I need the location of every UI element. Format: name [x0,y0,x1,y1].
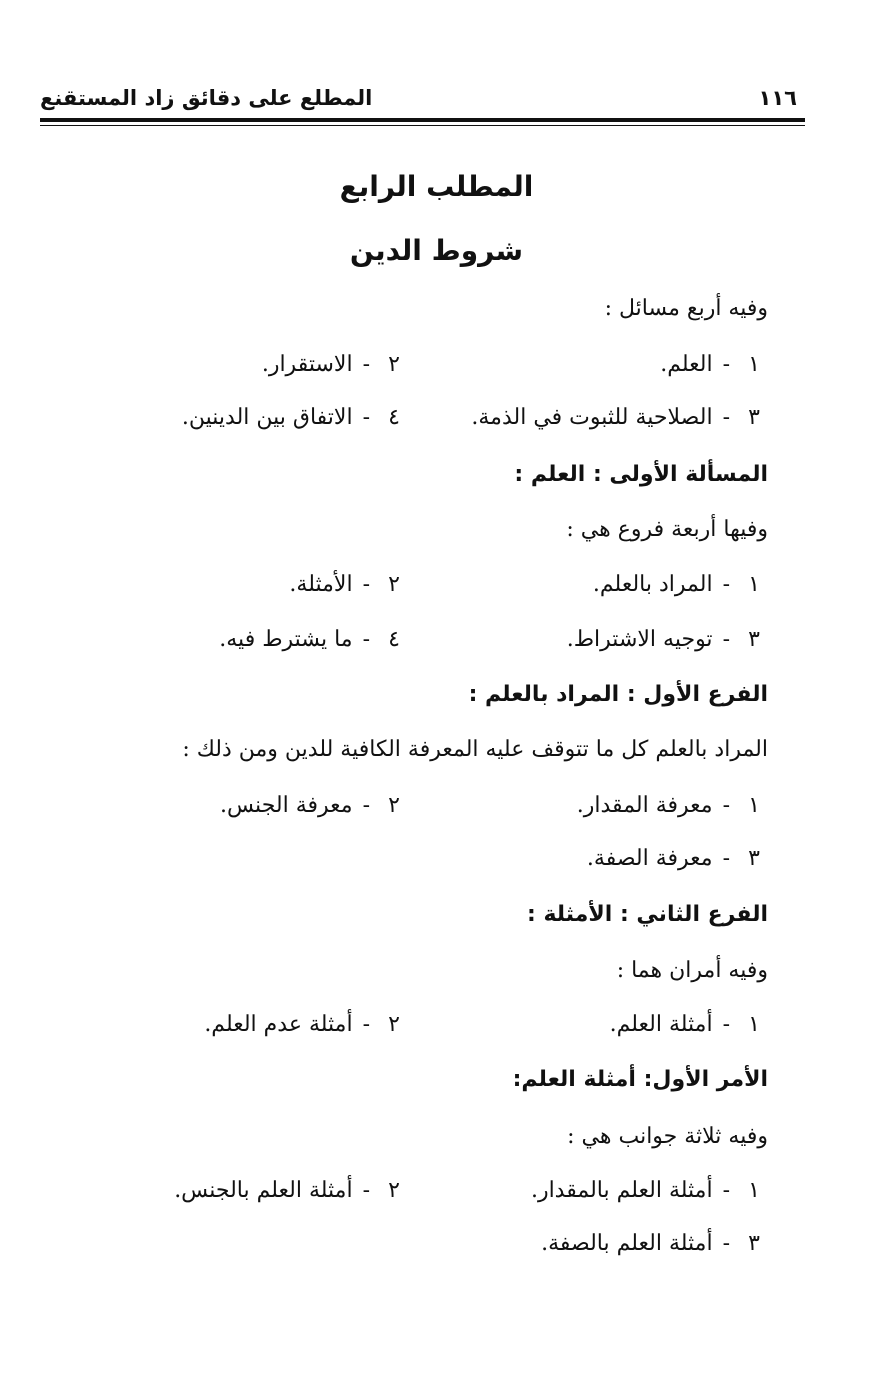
list-number: ٣ [748,1231,760,1256]
list-item: ٤-الاتفاق بين الدينين. [182,405,408,430]
list-number: ٣ [748,627,760,652]
list-item: ٢-معرفة الجنس. [220,793,408,818]
list-text: معرفة الجنس. [220,793,353,818]
list-number: ٣ [748,405,760,430]
list-text: أمثلة العلم بالجنس. [174,1178,353,1203]
header-rule-thin [40,125,805,126]
list-item: ٢-الاستقرار. [262,352,408,377]
intro-text: وفيه أمران هما : [616,958,768,983]
paragraph: المراد بالعلم كل ما تتوقف عليه المعرفة الكافية للدين ومن ذلك : [182,737,768,762]
list-item: ١-المراد بالعلم. [593,572,768,597]
list-text: الأمثلة. [289,572,353,597]
list-number: ٢ [388,1012,400,1037]
subheading: الأمر الأول: أمثلة العلم: [512,1067,768,1092]
list-number: ١ [748,572,760,597]
list-text: أمثلة عدم العلم. [204,1012,353,1037]
list-text: المراد بالعلم. [592,572,713,597]
list-text: معرفة المقدار. [576,793,713,818]
list-text: العلم. [660,352,713,377]
list-number: ١ [748,1178,760,1203]
list-number: ٤ [388,405,400,430]
list-text: الاستقرار. [261,352,353,377]
list-text: معرفة الصفة. [586,846,713,871]
list-item: ٣-معرفة الصفة. [587,846,768,871]
running-header-title: المطلع على دقائق زاد المستقنع [40,86,373,110]
list-item: ١-أمثلة العلم بالمقدار. [531,1178,768,1203]
list-text: ما يشترط فيه. [219,627,353,652]
section-title: شروط الدين [349,234,524,267]
list-item: ١-العلم. [660,352,768,377]
intro-text: وفيه أربع مسائل : [604,296,768,321]
list-item: ٢-أمثلة العلم بالجنس. [174,1178,408,1203]
list-item: ٣-أمثلة العلم بالصفة. [541,1231,768,1256]
list-item: ٢-أمثلة عدم العلم. [204,1012,408,1037]
subheading: الفرع الثاني : الأمثلة : [527,902,768,927]
list-number: ٤ [388,627,400,652]
subheading: الفرع الأول : المراد بالعلم : [468,682,768,707]
header-rule-thick [40,118,805,122]
list-number: ٢ [388,352,400,377]
intro-text: وفيها أربعة فروع هي : [566,517,768,542]
list-item: ٣-توجيه الاشتراط. [567,627,768,652]
list-number: ٢ [388,793,400,818]
subheading: المسألة الأولى : العلم : [514,462,768,487]
list-text: أمثلة العلم. [609,1012,713,1037]
list-text: الصلاحية للثبوت في الذمة. [471,405,713,430]
list-number: ١ [748,352,760,377]
list-item: ٣-الصلاحية للثبوت في الذمة. [471,405,768,430]
list-text: توجيه الاشتراط. [566,627,713,652]
list-number: ١ [748,793,760,818]
list-text: أمثلة العلم بالصفة. [541,1231,713,1256]
intro-text: وفيه ثلاثة جوانب هي : [567,1124,768,1149]
page-number: ١١٦ [758,86,797,110]
list-text: أمثلة العلم بالمقدار. [530,1178,713,1203]
list-item: ٤-ما يشترط فيه. [219,627,408,652]
list-item: ١-أمثلة العلم. [610,1012,768,1037]
list-text: الاتفاق بين الدينين. [181,405,353,430]
list-number: ٣ [748,846,760,871]
list-item: ١-معرفة المقدار. [577,793,768,818]
section-heading: المطلب الرابع [339,170,534,203]
list-number: ١ [748,1012,760,1037]
list-number: ٢ [388,1178,400,1203]
list-number: ٢ [388,572,400,597]
list-item: ٢-الأمثلة. [289,572,408,597]
